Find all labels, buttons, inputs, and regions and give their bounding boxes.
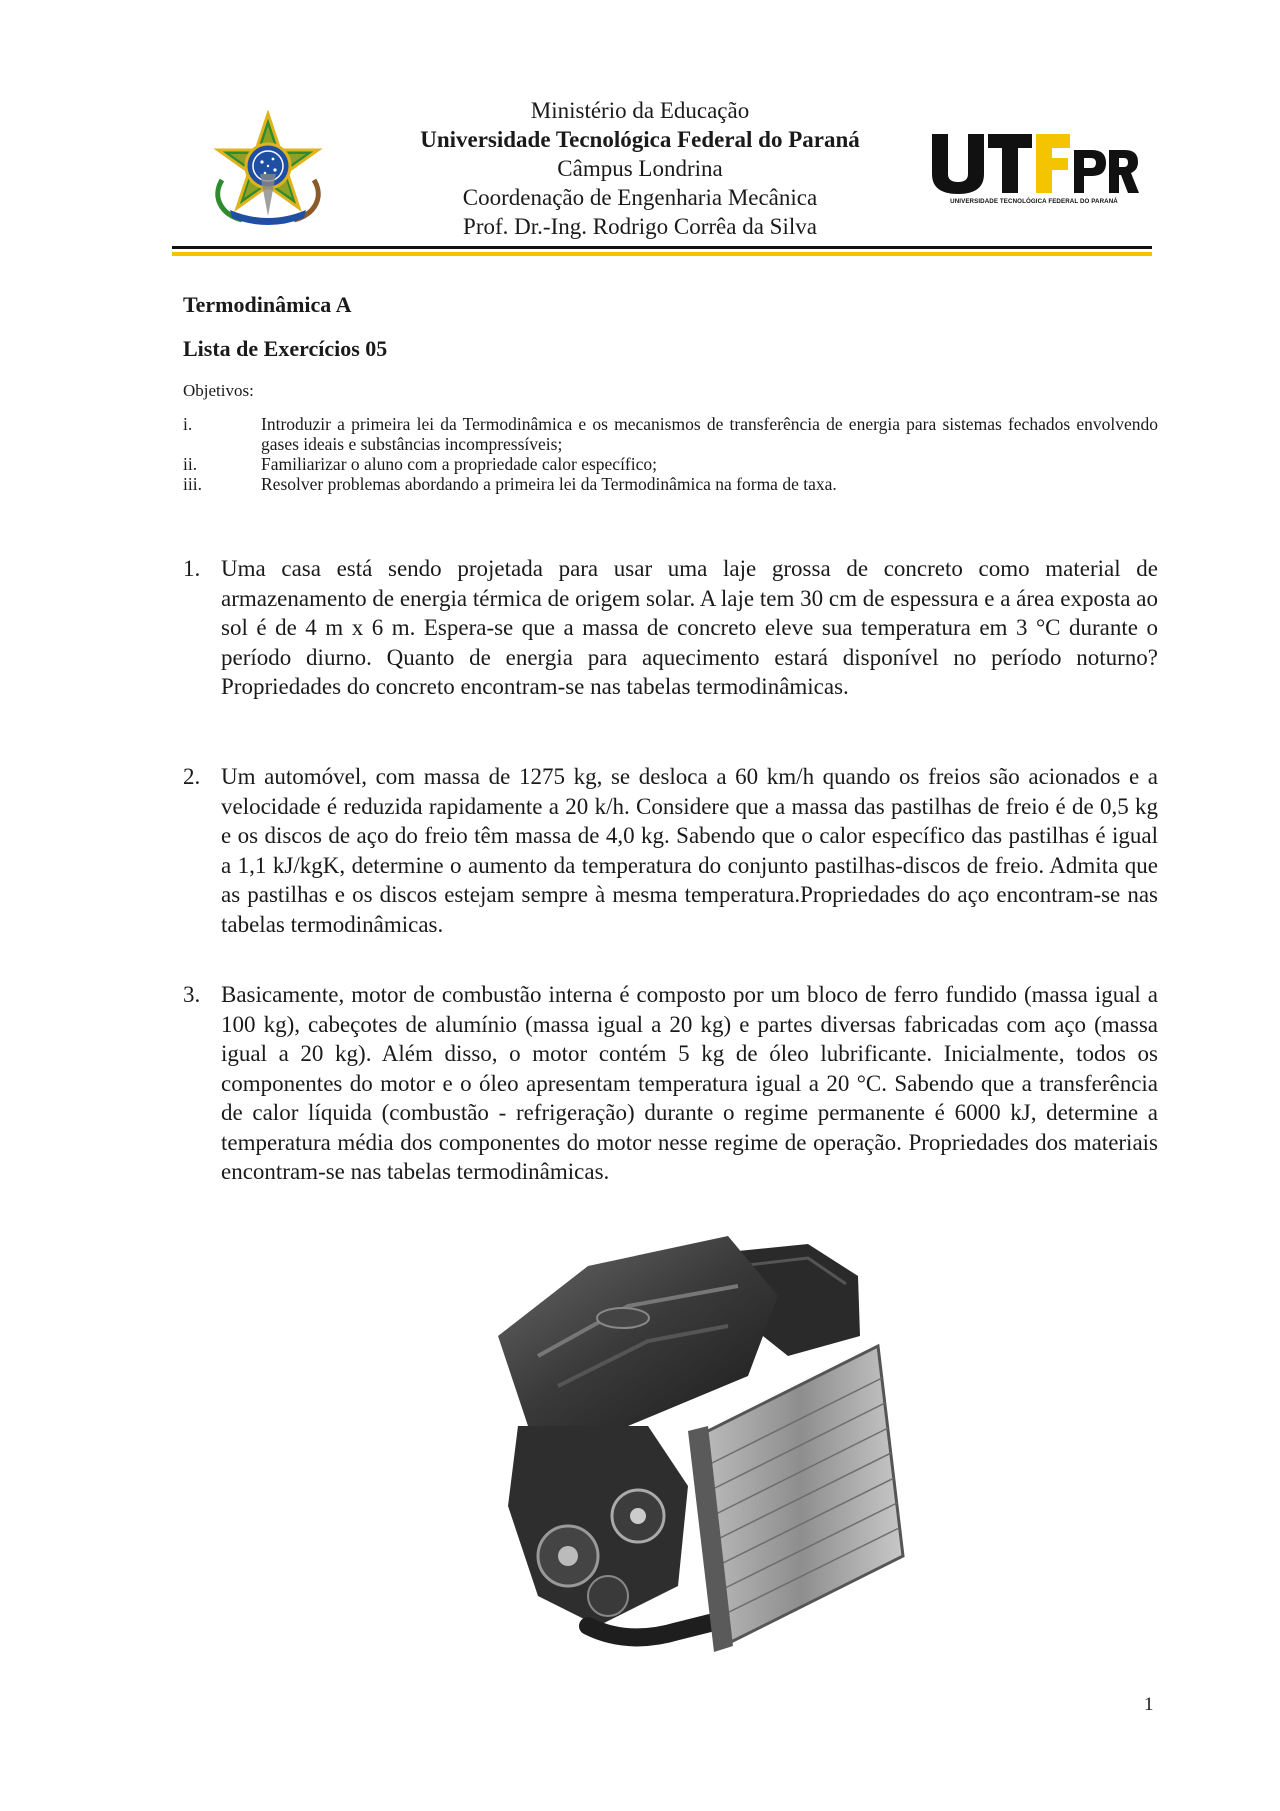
university-line: Universidade Tecnológica Federal do Paraná: [420, 127, 860, 152]
exercise-number: 3.: [183, 982, 201, 1007]
objectives-heading: Objetivos:: [183, 381, 254, 400]
objective-text: Introduzir a primeira lei da Termodinâmica e os mecanismos de transferência de energia para sistemas fechados envolvendo gases ideais e substâncias incompressíveis;: [261, 414, 1158, 454]
exercise-item: [183, 980, 1158, 1187]
course-title: Termodinâmica A: [183, 292, 352, 317]
campus-line: Câmpus Londrina: [557, 156, 723, 181]
ministry-line: Ministério da Educação: [530, 98, 750, 123]
objective-item: [183, 454, 1158, 474]
objective-item: [183, 474, 1158, 494]
utfpr-logo-icon: [928, 130, 1140, 196]
exercise-item: [183, 554, 1158, 702]
coordination-line: Coordenação de Engenharia Mecânica: [462, 185, 818, 210]
objective-text: Familiarizar o aluno com a propriedade calor específico;: [261, 454, 658, 474]
objective-number: iii.: [183, 474, 202, 494]
exercise-item: [183, 762, 1158, 939]
objective-number: ii.: [183, 454, 198, 474]
header-rule-yellow: [172, 252, 1152, 256]
page-number: 1: [1144, 1694, 1154, 1715]
objective-item: [183, 414, 1158, 454]
objective-text: Resolver problemas abordando a primeira lei da Termodinâmica na forma de taxa.: [261, 474, 837, 494]
exercise-text: Um automóvel, com massa de 1275 kg, se desloca a 60 km/h quando os freios são acionados e a velocidade é reduzida rapidamente a 20 k/h. Considere que a massa das pastilhas de freio é de 0,5 kg e os discos de aço do freio têm massa de 4,0 kg. Sabendo que o calor específico das pastilhas é igual a 1,1 kJ/kgK, determine o aumento da temperatura do conjunto pastilhas-discos de freio. Admita que as pastilhas e os discos estejam sempre à mesma temperatura.Propriedades do aço encontram-se nas tabelas termodinâmicas.: [221, 764, 1158, 937]
objectives-list: [183, 414, 1158, 494]
utfpr-logo-subtitle: UNIVERSIDADE TECNOLÓGICA FEDERAL DO PARANÁ: [950, 198, 1118, 205]
institution-header: [380, 96, 900, 241]
exercise-number: 1.: [183, 556, 201, 581]
exercise-number: 2.: [183, 764, 201, 789]
brazil-coat-of-arms-icon: [208, 110, 328, 228]
objective-number: i.: [183, 414, 193, 434]
exercise-text: Basicamente, motor de combustão interna é composto por um bloco de ferro fundido (massa igual a 100 kg), cabeçotes de alumínio (massa igual a 20 kg) e partes diversas fabricadas com aço (massa igual a 20 kg). Além disso, o motor contém 5 kg de óleo lubrificante. Inicialmente, todos os componentes do motor e o óleo apresentam temperatura igual a 20 °C. Sabendo que a transferência de calor líquida (combustão - refrigeração) durante o regime permanente é 6000 kJ, determine a temperatura média dos componentes do motor nesse regime de operação. Propriedades dos materiais encontram-se nas tabelas termodinâmicas.: [221, 982, 1158, 1184]
exercise-text: Uma casa está sendo projetada para usar uma laje grossa de concreto como material de armazenamento de energia térmica de origem solar. A laje tem 30 cm de espessura e a área exposta ao sol é de 4 m x 6 m. Espera-se que a massa de concreto eleve sua temperatura em 3 °C durante o período diurno. Quanto de energia para aquecimento estará disponível no período noturno? Propriedades do concreto encontram-se nas tabelas termodinâmicas.: [221, 556, 1158, 699]
professor-line: Prof. Dr.-Ing. Rodrigo Corrêa da Silva: [463, 214, 817, 239]
utfpr-logo: [928, 130, 1140, 210]
engine-image: [478, 1226, 918, 1652]
list-title: Lista de Exercícios 05: [183, 336, 388, 361]
header-rule-black: [172, 246, 1152, 249]
